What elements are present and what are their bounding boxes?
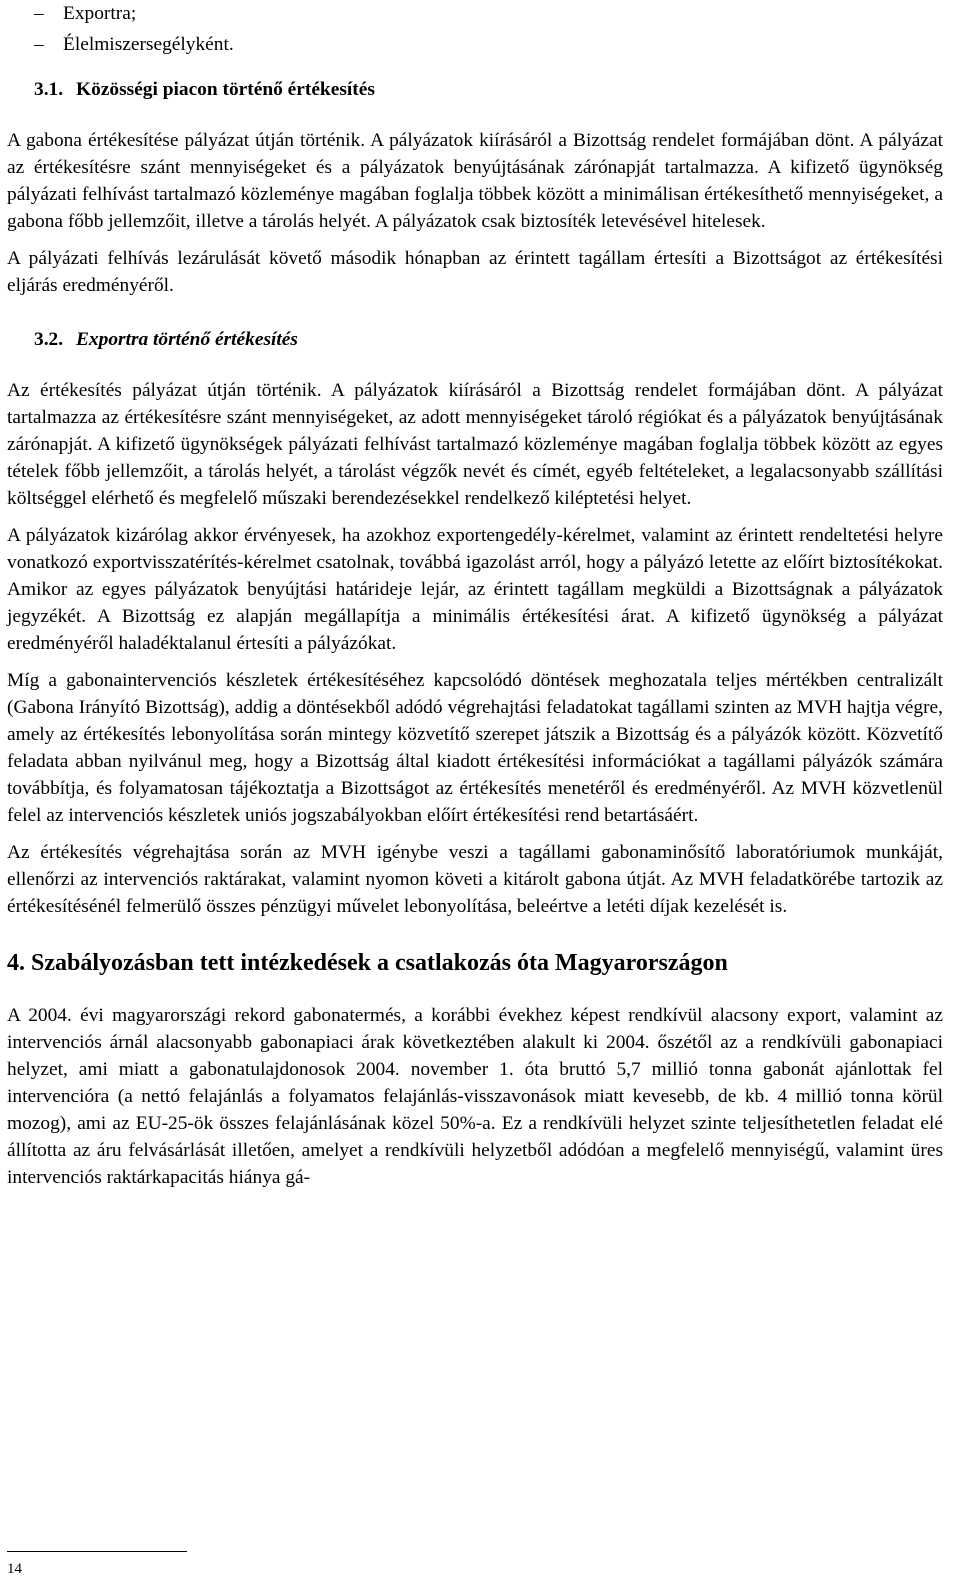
- section-4-heading: 4. Szabályozásban tett intézkedések a csatlakozás óta Magyarországon: [7, 950, 728, 976]
- footnote-divider: [7, 1551, 187, 1552]
- paragraph: Míg a gabonaintervenciós készletek értékesítéséhez kapcsolódó döntések meghozatala teljes mértékben centralizált (Gabona Irányító Bizottság), addig a döntésekből adódó végrehajtási feladatokat tagállami szinten az MVH hajtja végre, amely az értékesítés lebonyolítása során mintegy közvetítő szerepet játszik a Bizottság és a pályázók között. Közvetítő feladata abban nyilvánul meg, hogy a Bizottság által kiadott értékesítési információkat a tagállami pályázók számára továbbítja, és folyamatosan tájékoztatja a Bizottságot az értékesítés menetéről és eredményéről. Az MVH közvetlenül felel az intervenciós készletek uniós jogszabályokban előírt értékesítési rend betartásáért.: [7, 670, 943, 826]
- page-number: 14: [7, 1561, 22, 1577]
- list-item: – Exportra;: [7, 0, 943, 31]
- paragraph: Az értékesítés végrehajtása során az MVH igénybe veszi a tagállami gabonaminősítő laboratóriumok munkáját, ellenőrzi az intervenciós raktárakat, valamint nyomon követi a kitárolt gabona útját. Az MVH feladatkörébe tartozik az értékesítésénél felmerülő összes pénzügyi művelet lebonyolítása, beleértve a letéti díjak kezelését is.: [7, 842, 943, 917]
- section-3-2-heading: [34, 326, 943, 353]
- document-page: [7, 0, 943, 1191]
- paragraph: A pályázatok kizárólag akkor érvényesek, ha azokhoz exportengedély-kérelmet, valamint az érintett rendeltetési helyre vonatkozó exportvisszatérítés-kérelmet csatolnak, továbbá igazolást arról, hogy a pályázó letette az előírt biztosítékokat. Amikor az egyes pályázatok benyújtási határideje lejár, az érintett tagállam megküldi a Bizottságnak a pályázatok jegyzékét. A Bizottság ez alapján megállapítja a minimális értékesítési árat. A kifizető ügynökség a pályázat eredményéről haladéktalanul értesíti a pályázókat.: [7, 525, 943, 654]
- list-item: – Élelmiszersegélyként.: [7, 31, 943, 62]
- section-3-1-heading: [34, 76, 943, 103]
- dash-list: [7, 0, 943, 62]
- paragraph: A gabona értékesítése pályázat útján történik. A pályázatok kiírásáról a Bizottság rendelet formájában dönt. A pályázat az értékesítésre szánt mennyiségeket és a pályázatok benyújtásának zárónapját tartalmazza. A kifizető ügynökség pályázati felhívást tartalmazó közleménye magában foglalja többek között a minimálisan értékesíthető mennyiségeket, a gabona főbb jellemzőit, illetve a tárolás helyét. A pályázatok csak biztosíték letevésével hitelesek.: [7, 130, 943, 232]
- section-3-2-title: Exportra történő értékesítés: [76, 329, 298, 350]
- paragraph: A pályázati felhívás lezárulását követő második hónapban az érintett tagállam értesíti a Bizottságot az értékesítési eljárás eredményéről.: [7, 248, 943, 296]
- paragraph: A 2004. évi magyarországi rekord gabonatermés, a korábbi évekhez képest rendkívül alacsony export, valamint az intervenciós árnál alacsonyabb gabonapiaci árak következtében alakult ki 2004. őszétől az a rendkívüli gabonapiaci helyzet, ami miatt a gabonatulajdonosok 2004. november 1. óta bruttó 5,7 millió tonna gabonát ajánlottak fel intervencióra (a nettó felajánlás a folyamatos felajánlás-visszavonások miatt kevesebb, de kb. 4 millió tonna körül mozog), ami az EU-25-ök összes felajánlásának közel 50%-a. Ez a rendkívüli helyzet szinte teljesíthetetlen feladat elé állította az áru felvásárlását illetően, amelyet a rendkívüli helyzetből adódóan a megfelelő mennyiségű, valamint üres intervenciós raktárkapacitás hiánya gá-: [7, 1005, 943, 1188]
- section-3-1-number: 3.1.: [34, 79, 64, 100]
- section-3-2-number: 3.2.: [34, 329, 64, 350]
- section-3-1-title: Közösségi piacon történő értékesítés: [76, 79, 375, 100]
- paragraph: Az értékesítés pályázat útján történik. A pályázatok kiírásáról a Bizottság rendelet formájában dönt. A pályázat tartalmazza az értékesítésre szánt mennyiségeket, az adott mennyiségeket tároló régiókat és a pályázatok benyújtásának zárónapját. A kifizető ügynökségek pályázati felhívást tartalmazó közleménye magában foglalja többek között az egyes tételek főbb jellemzőit, a tárolás helyét, a tárolást végzők nevét és címét, egyéb feltételeket, a legalacsonyabb szállítási költséggel elérhető és megfelelő műszaki berendezésekkel rendelkező kiléptetési helyet.: [7, 380, 943, 509]
